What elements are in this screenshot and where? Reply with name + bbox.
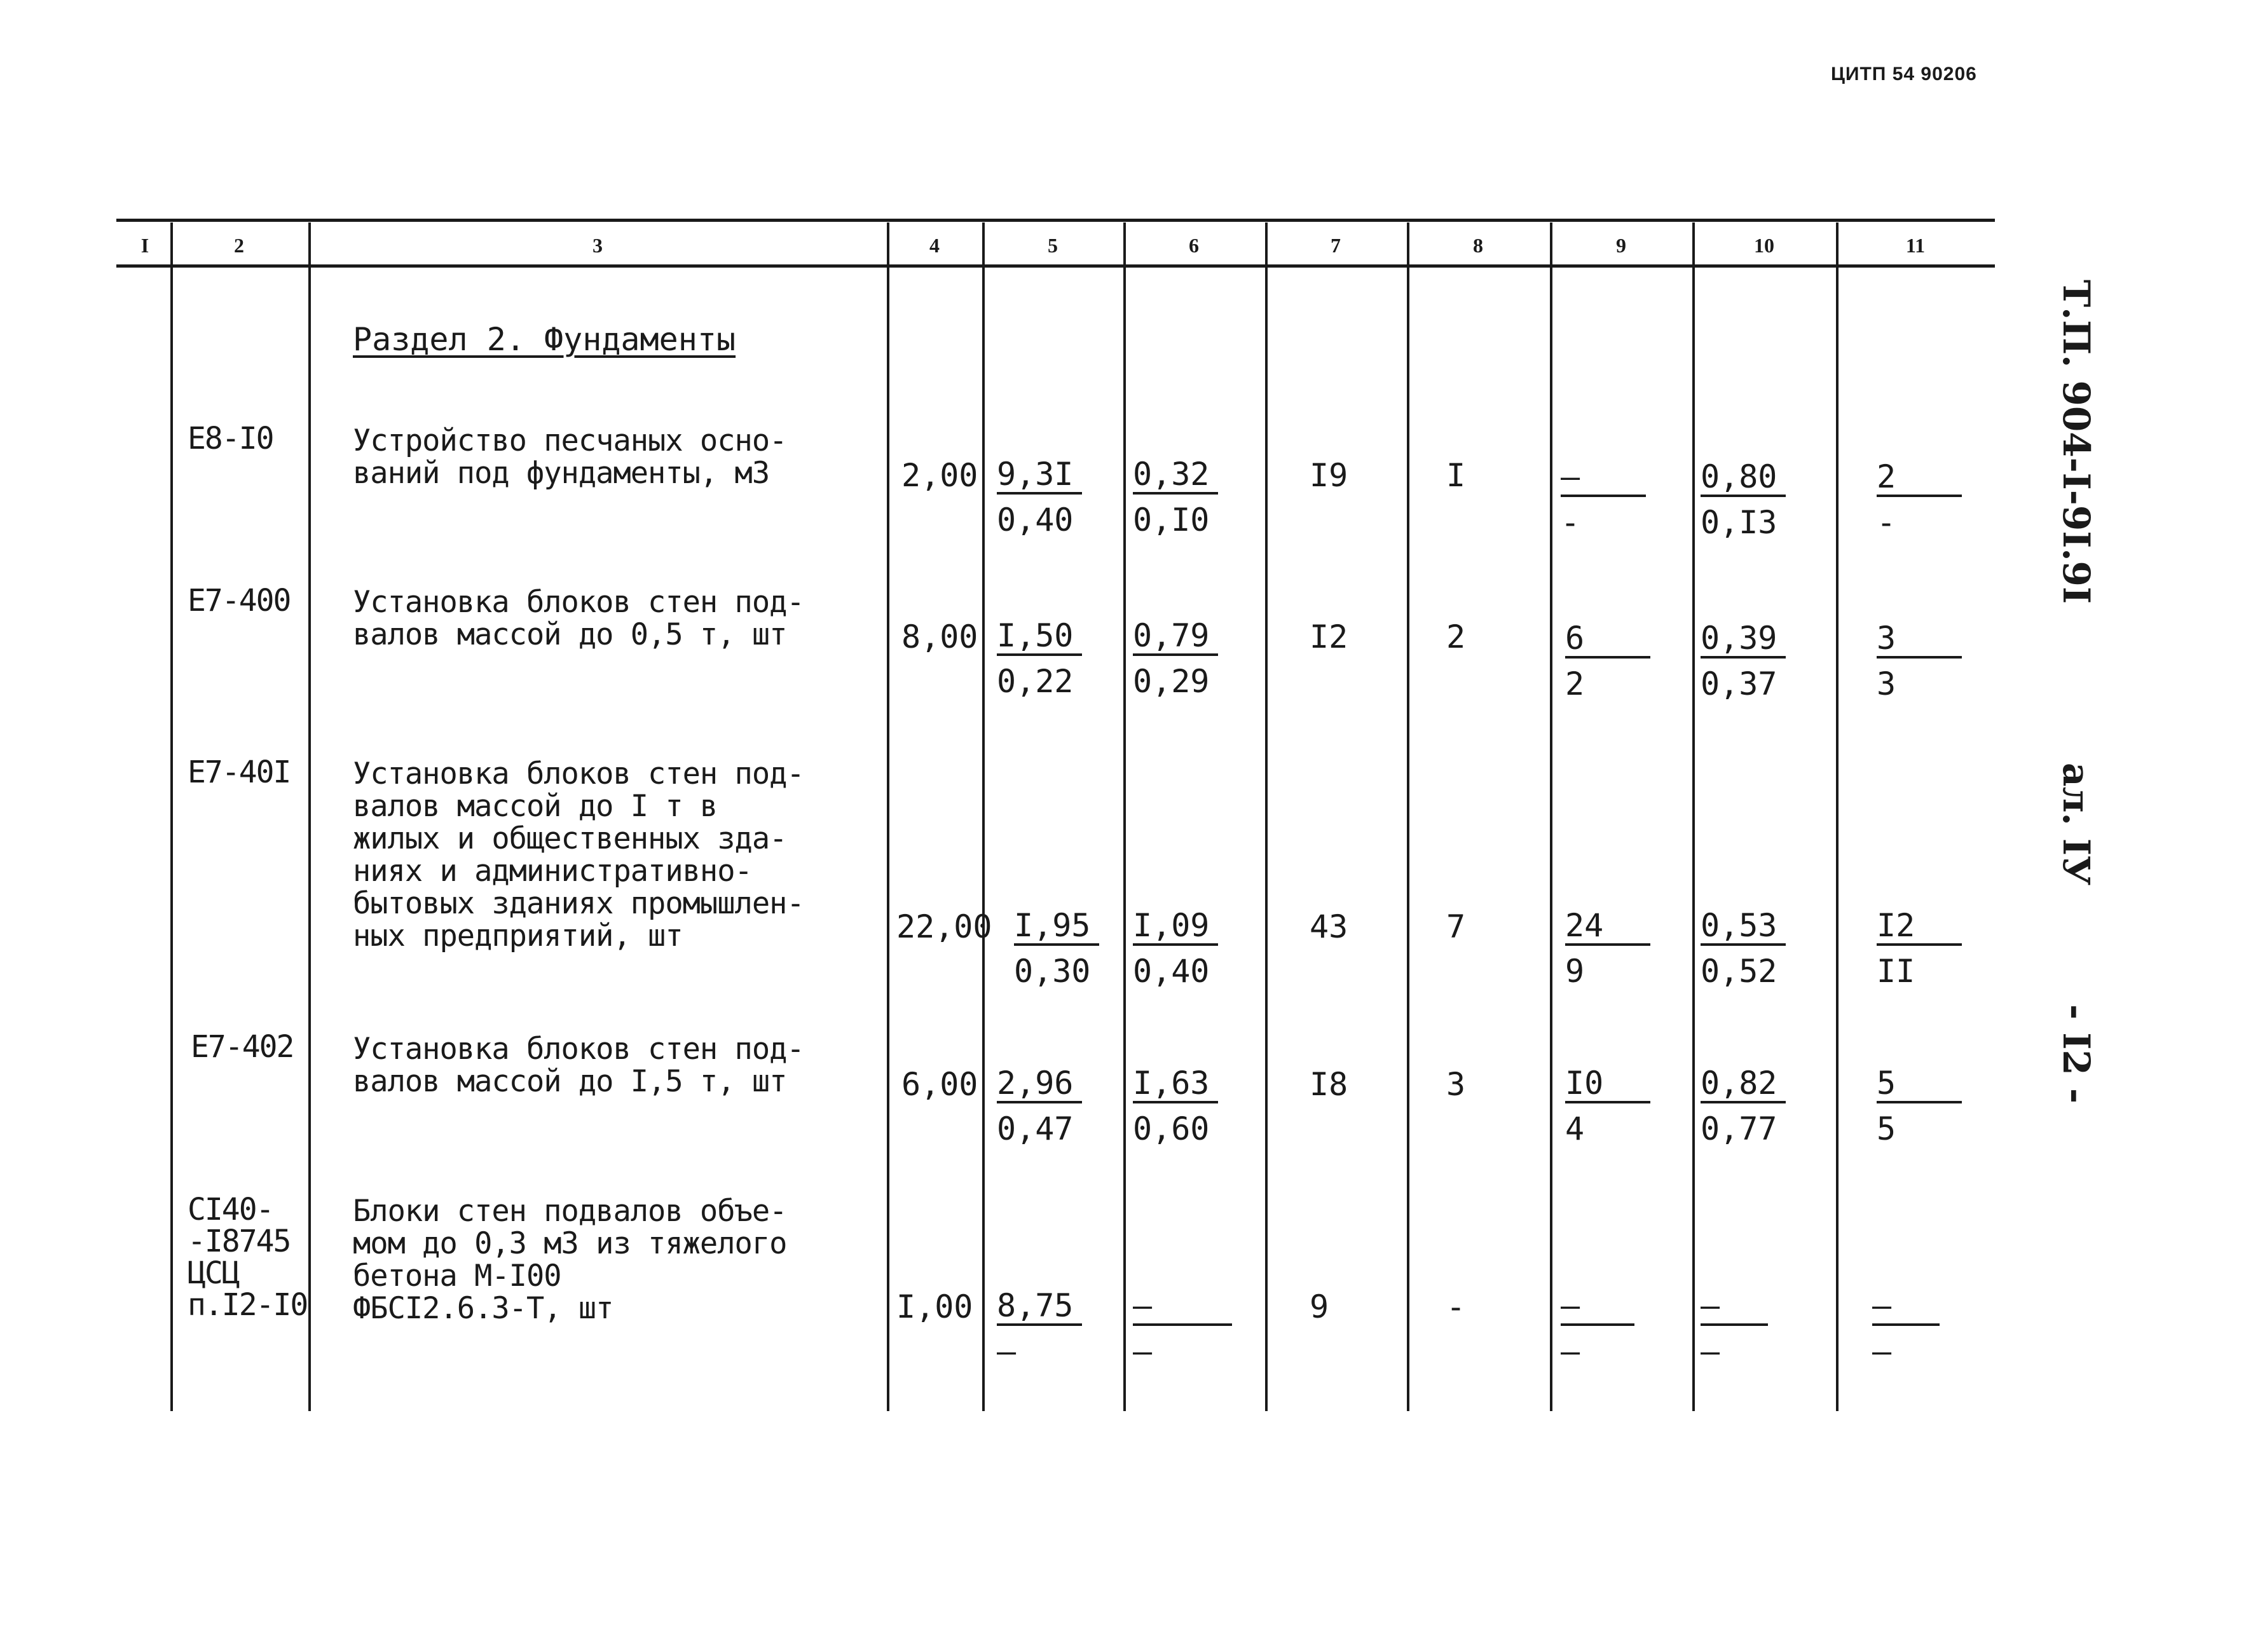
- row-c5-num: 8,75: [997, 1288, 1082, 1326]
- side-label-page: - I2 -: [2055, 1004, 2098, 1104]
- row-c7: I8: [1310, 1066, 1348, 1103]
- col-header-3: 3: [592, 234, 603, 257]
- row-c10-den: 0,52: [1701, 953, 1777, 990]
- row-quantity: 22,00: [896, 908, 992, 945]
- row-name: Установка блоков стен под- валов массой до I т в жилых и общественных зда- ниях и административно- бытовых зданиях промышлен- ных предприятий, шт: [353, 756, 804, 953]
- row-code: Е8-I0: [188, 421, 273, 456]
- row-code: Е7-400: [188, 583, 291, 618]
- row-c9-den: -: [1561, 504, 1580, 541]
- row-c6: [1133, 456, 1218, 538]
- row-c10-den: 0,37: [1701, 666, 1777, 702]
- row-c6-num: I,09: [1133, 908, 1218, 946]
- row-c11-num: 2: [1877, 459, 1962, 497]
- row-quantity: 2,00: [901, 457, 978, 494]
- row-name: Установка блоков стен под- валов массой до I,5 т, шт: [353, 1032, 804, 1099]
- row-c7: I9: [1310, 457, 1348, 494]
- row-c9-den: –: [1561, 1333, 1580, 1370]
- col-header-11: 11: [1905, 234, 1926, 257]
- row-c9: [1561, 459, 1646, 540]
- row-c10: [1701, 459, 1786, 540]
- row-c5: [997, 456, 1082, 538]
- row-c9-den: 9: [1565, 953, 1585, 990]
- row-c10-den: –: [1701, 1333, 1720, 1370]
- row-c11-den: II: [1877, 953, 1915, 990]
- document-stamp: ЦИТП 54 90206: [1831, 64, 1977, 85]
- row-c11-num: 5: [1877, 1065, 1962, 1103]
- row-c5-den: 0,47: [997, 1110, 1074, 1147]
- row-c6-num: –: [1133, 1288, 1232, 1326]
- row-c8: I: [1446, 457, 1466, 494]
- row-c6-num: 0,32: [1133, 456, 1218, 495]
- row-c6: [1133, 1065, 1218, 1147]
- row-c6-den: 0,I0: [1133, 502, 1210, 538]
- col-header-7: 7: [1331, 234, 1341, 257]
- row-c11: [1872, 1288, 1940, 1369]
- row-c8: -: [1446, 1288, 1466, 1325]
- row-code: СI40- -I8745 ЦСЦ п.I2-I0: [188, 1192, 308, 1323]
- row-name: Устройство песчаных осно- ваний под фундаменты, м3: [353, 423, 787, 491]
- row-c9-den: 2: [1565, 666, 1585, 702]
- row-quantity: 8,00: [901, 618, 978, 655]
- row-c5-num: I,50: [997, 618, 1082, 656]
- row-c5-den: 0,22: [997, 663, 1074, 700]
- row-c6-den: 0,40: [1133, 953, 1210, 990]
- table-top-rule: [116, 219, 1995, 222]
- row-c5-num: I,95: [1014, 908, 1099, 946]
- row-c11-den: 3: [1877, 666, 1896, 702]
- row-c7: I2: [1310, 618, 1348, 655]
- row-quantity: I,00: [896, 1288, 973, 1325]
- row-c11-den: 5: [1877, 1110, 1896, 1147]
- row-c11: [1877, 908, 1962, 989]
- row-c5-den: 0,30: [1014, 953, 1091, 990]
- row-c6: [1133, 908, 1218, 989]
- row-c10: [1701, 1065, 1786, 1147]
- row-c11-den: –: [1872, 1333, 1892, 1370]
- row-c6-den: 0,60: [1133, 1110, 1210, 1147]
- row-c11: [1877, 459, 1962, 540]
- col-header-2: 2: [234, 234, 244, 257]
- row-c10-num: 0,39: [1701, 620, 1786, 659]
- row-c6-num: 0,79: [1133, 618, 1218, 656]
- row-c10-den: 0,77: [1701, 1110, 1777, 1147]
- row-c6-den: 0,29: [1133, 663, 1210, 700]
- col-header-8: 8: [1473, 234, 1483, 257]
- row-code: Е7-402: [191, 1029, 294, 1065]
- row-c9-den: 4: [1565, 1110, 1585, 1147]
- row-c11: [1877, 620, 1962, 702]
- row-c9: [1565, 1065, 1650, 1147]
- row-c10-den: 0,I3: [1701, 504, 1777, 541]
- row-c6: [1133, 618, 1218, 699]
- row-c9-num: I0: [1565, 1065, 1650, 1103]
- row-name: Установка блоков стен под- валов массой до 0,5 т, шт: [353, 585, 804, 652]
- row-c5: [1014, 908, 1099, 989]
- row-c5: [997, 1065, 1082, 1147]
- row-c11-num: I2: [1877, 908, 1962, 946]
- side-label-designation: Т.П. 904-I-9I.9I: [2055, 280, 2098, 604]
- row-c10: [1701, 1288, 1768, 1369]
- row-c11-num: –: [1872, 1288, 1940, 1326]
- col-header-1: I: [140, 234, 149, 257]
- row-c6-den: –: [1133, 1333, 1153, 1370]
- header-bottom-rule: [116, 264, 1995, 268]
- col-divider-9: [1692, 222, 1695, 1411]
- col-header-6: 6: [1189, 234, 1199, 257]
- row-c5: [997, 1288, 1082, 1369]
- col-divider-5: [1123, 222, 1126, 1411]
- row-c7: 9: [1310, 1288, 1329, 1325]
- row-c10-num: 0,53: [1701, 908, 1786, 946]
- col-divider-4: [982, 222, 985, 1411]
- row-c6-num: I,63: [1133, 1065, 1218, 1103]
- side-label-album: ал. IУ: [2055, 763, 2098, 886]
- row-c11: [1877, 1065, 1962, 1147]
- col-divider-8: [1550, 222, 1552, 1411]
- col-header-5: 5: [1048, 234, 1058, 257]
- row-c10-num: 0,80: [1701, 459, 1786, 497]
- row-c5-den: –: [997, 1333, 1017, 1370]
- row-c8: 3: [1446, 1066, 1466, 1103]
- row-c6: [1133, 1288, 1232, 1369]
- row-c5: [997, 618, 1082, 699]
- row-c10-num: 0,82: [1701, 1065, 1786, 1103]
- row-c9: [1565, 620, 1650, 702]
- row-c5-den: 0,40: [997, 502, 1074, 538]
- col-header-10: 10: [1754, 234, 1774, 257]
- row-c5-num: 9,3I: [997, 456, 1082, 495]
- row-code: Е7-40I: [188, 754, 291, 790]
- row-c9-num: –: [1561, 459, 1646, 497]
- row-c10: [1701, 620, 1786, 702]
- row-c9-num: 24: [1565, 908, 1650, 946]
- col-header-4: 4: [929, 234, 940, 257]
- row-c5-num: 2,96: [997, 1065, 1082, 1103]
- col-divider-7: [1407, 222, 1409, 1411]
- row-c9: [1561, 1288, 1634, 1369]
- row-quantity: 6,00: [901, 1066, 978, 1103]
- row-c10: [1701, 908, 1786, 989]
- row-c11-num: 3: [1877, 620, 1962, 659]
- row-c11-den: -: [1877, 504, 1896, 541]
- row-c8: 7: [1446, 908, 1466, 945]
- row-c10-num: –: [1701, 1288, 1768, 1326]
- row-c8: 2: [1446, 618, 1466, 655]
- row-c9: [1565, 908, 1650, 989]
- col-divider-2: [308, 222, 311, 1411]
- col-divider-6: [1265, 222, 1268, 1411]
- row-c9-num: 6: [1565, 620, 1650, 659]
- section-title: Раздел 2. Фундаменты: [353, 321, 736, 358]
- row-name: Блоки стен подвалов объе- мом до 0,3 м3 из тяжелого бетона М-I00 ФБСI2.6.3-Т, шт: [353, 1194, 787, 1326]
- col-divider-10: [1836, 222, 1839, 1411]
- col-divider-3: [887, 222, 889, 1411]
- col-divider-1: [170, 222, 173, 1411]
- col-header-9: 9: [1616, 234, 1626, 257]
- row-c9-num: –: [1561, 1288, 1634, 1326]
- row-c7: 43: [1310, 908, 1348, 945]
